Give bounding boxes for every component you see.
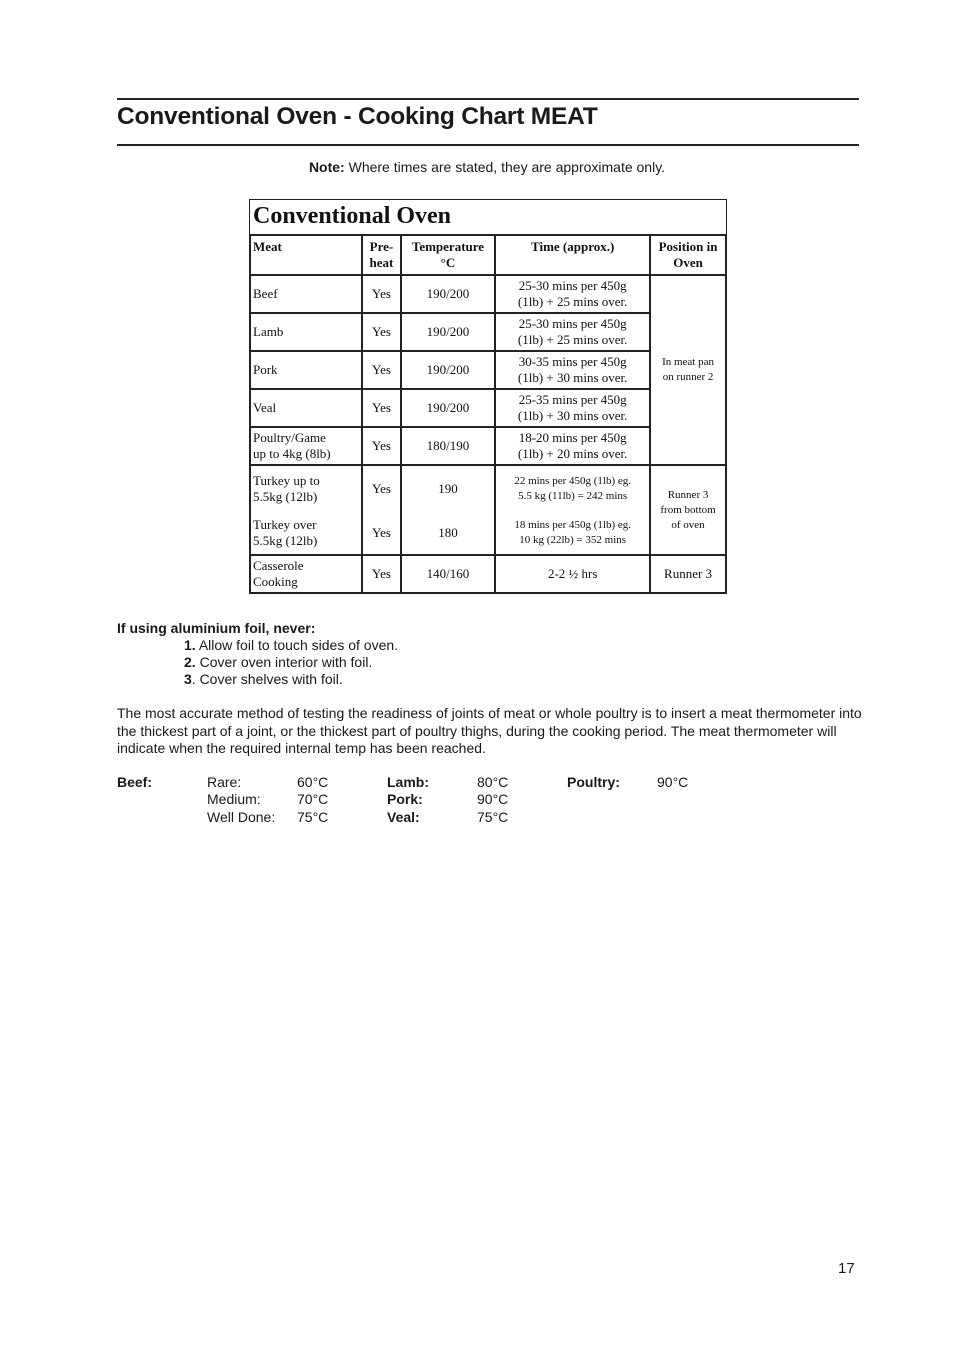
header-time: Time (approx.) [495,235,650,275]
table-row [250,275,726,313]
cooking-table [249,234,727,594]
cell-temp-turkey: 190 180 [401,465,496,555]
page-title: Conventional Oven - Cooking Chart MEAT [117,103,598,130]
note [0,159,954,175]
turkey-over: Turkey over 5.5kg (12lb) [253,517,318,548]
beef-rare-label: Rare: [207,774,242,790]
table-header-row [250,235,726,275]
cell-preheat: Yes [362,555,400,593]
cell-meat: Lamb [250,313,362,351]
beef-welldone-value: 75°C [297,809,329,825]
cell-meat: Casserole Cooking [250,555,362,593]
cell-preheat: Yes [362,351,400,389]
note-text: Where times are stated, they are approximate only. [348,159,666,175]
top-rule [117,98,859,100]
beef-welldone-label: Well Done: [207,809,276,825]
thermometer-paragraph: The most accurate method of testing the readiness of joints of meat or whole poultry is to insert a meat thermometer into the thickest part of a joint, or the thickest part of poultry thighs, during the cooking period. The meat thermometer will indicate when the required internal temp has been reached. [117,705,862,756]
header-temperature: Temperature °C [401,235,496,275]
cell-position-meat-pan: In meat pan on runner 2 [650,275,726,465]
cell-meat: Poultry/Game up to 4kg (8lb) [250,427,362,465]
foil-item: 1. Allow foil to touch sides of oven. [184,637,399,653]
foil-item: 2. Cover oven interior with foil. [184,654,373,670]
cell-preheat: Yes [362,313,400,351]
cell-time: 30-35 mins per 450g (1lb) + 30 mins over. [495,351,650,389]
poultry-label: Poultry: [567,774,620,790]
pork-label: Pork: [387,791,423,807]
cell-temp: 140/160 [401,555,496,593]
cell-preheat: Yes [362,275,400,313]
cell-time: 18-20 mins per 450g (1lb) + 20 mins over. [495,427,650,465]
table-row-turkey [250,465,726,555]
cooking-chart [249,199,727,603]
cell-meat: Pork [250,351,362,389]
pork-value: 90°C [477,791,509,807]
foil-heading: If using aluminium foil, never: [117,620,316,636]
cell-temp: 190/200 [401,275,496,313]
cell-temp: 190/200 [401,313,496,351]
cell-preheat: Yes [362,427,400,465]
cell-meat: Beef [250,275,362,313]
cell-position: Runner 3 [650,555,726,593]
header-position: Position in Oven [650,235,726,275]
cell-time-turkey: 22 mins per 450g (1lb) eg. 5.5 kg (11lb) = 242 mins 18 mins per 450g (1lb) eg. 10 kg (22lb) = 352 mins [495,465,650,555]
veal-label: Veal: [387,809,420,825]
cell-meat-turkey [250,465,362,555]
beef-label: Beef: [117,774,153,790]
cell-time: 2-2 ½ hrs [495,555,650,593]
cell-temp: 190/200 [401,389,496,427]
turkey-up-to: Turkey up to 5.5kg (12lb) [253,473,320,504]
beef-medium-label: Medium: [207,791,261,807]
poultry-value: 90°C [657,774,689,790]
page-number: 17 [838,1260,855,1277]
cell-position-runner-3: Runner 3 from bottom of oven [650,465,726,555]
title-rule [117,144,859,146]
cell-time: 25-30 mins per 450g (1lb) + 25 mins over. [495,313,650,351]
foil-item: 3. Cover shelves with foil. [184,671,343,687]
chart-title: Conventional Oven [253,203,452,229]
chart-title-box [249,199,727,235]
cell-temp: 190/200 [401,351,496,389]
header-preheat: Pre- heat [362,235,400,275]
cell-temp: 180/190 [401,427,496,465]
note-label: Note: [308,159,345,175]
cell-meat: Veal [250,389,362,427]
lamb-value: 80°C [477,774,509,790]
cell-preheat-turkey: Yes Yes [362,465,400,555]
beef-rare-value: 60°C [297,774,329,790]
lamb-label: Lamb: [387,774,429,790]
veal-value: 75°C [477,809,509,825]
cell-time: 25-30 mins per 450g (1lb) + 25 mins over. [495,275,650,313]
cell-time: 25-35 mins per 450g (1lb) + 30 mins over. [495,389,650,427]
table-row [250,555,726,593]
beef-medium-value: 70°C [297,791,329,807]
cell-preheat: Yes [362,389,400,427]
header-meat: Meat [250,235,362,275]
